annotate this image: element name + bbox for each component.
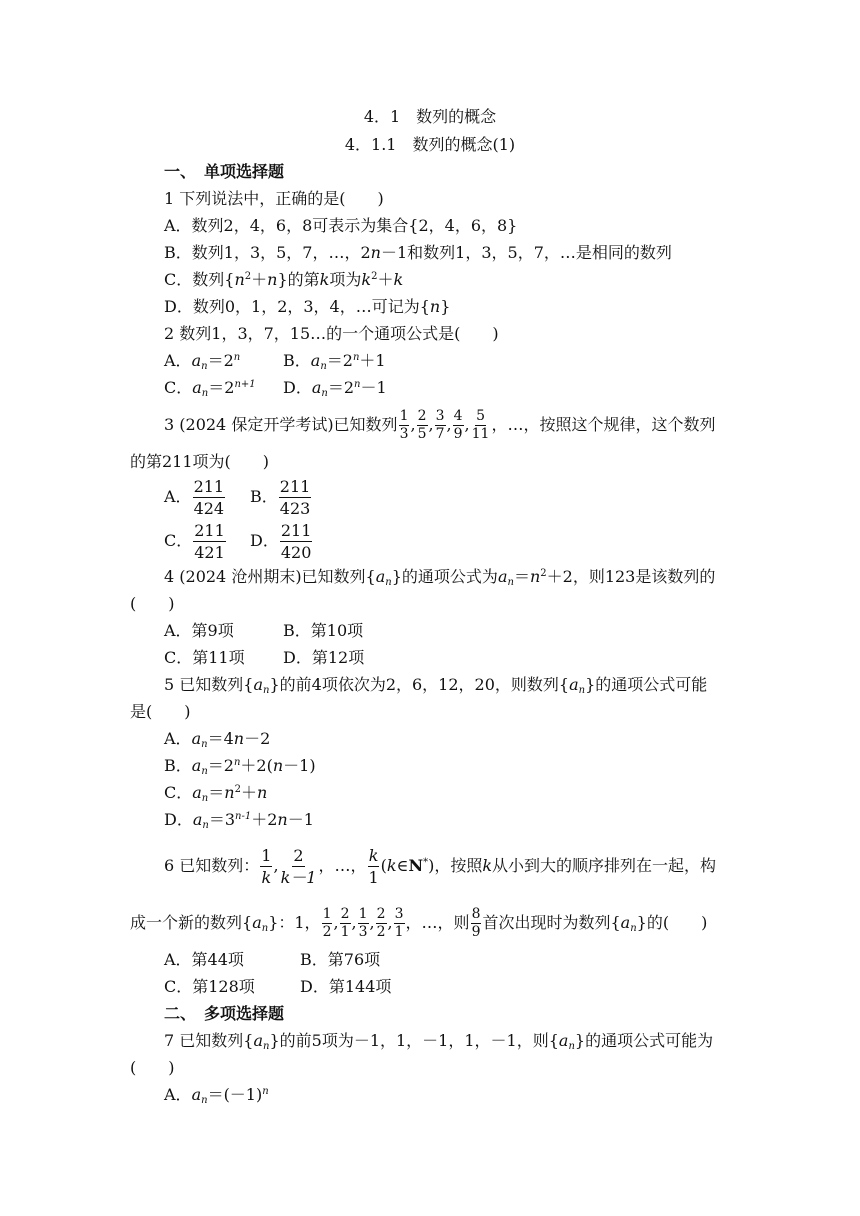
question-3-option-a: A． $\frac{211}{424}$ — [164, 477, 225, 518]
question-3-stem-line2: 的第211项为( ) — [130, 452, 270, 471]
question-5-option-a: A．$a_n=4n-2$ — [164, 729, 271, 750]
question-2-stem: 2 数列1，3，7，15…的一个通项公式是( ) — [164, 324, 499, 343]
question-6-option-c: C．第128项 — [164, 977, 255, 996]
question-6-option-d: D．第144项 — [300, 977, 392, 996]
question-4-option-b: B．第10项 — [283, 621, 364, 640]
q3-sequence: $\frac{1}{3}$ , $\frac{2}{5}$ , $\frac{3}{7}$ , $\frac{4}{9}$ , $\frac{5}{11}$ — [399, 408, 490, 442]
fraction: $\frac{4}{9}$ — [453, 408, 463, 442]
fraction: $\frac{2}{5}$ — [417, 408, 427, 442]
question-3-stem: 3 (2024 保定开学考试)已知数列 $\frac{1}{3}$ , $\frac{2}{5}$ , $\frac{3}{7}$ , $\frac{4}{9}$ , $\frac{5}{11}$ ，…，按照这个规律，这个数列 — [164, 408, 716, 442]
question-2-option-d: D．$a_n=2^n-1$ — [283, 378, 387, 399]
fraction: $\frac{5}{11}$ — [471, 408, 490, 442]
question-4-stem-line2: ( ) — [130, 594, 175, 613]
question-1-option-a: A．数列2，4，6，8可表示为集合{2，4，6，8} — [164, 216, 518, 235]
question-5-stem: 5 已知数列$\{a_n\}$的前4项依次为2，6，12，20，则数列$\{a_n\}$的通项公式可能 — [164, 675, 708, 696]
question-2-option-a: A．$a_n=2^n$ — [164, 351, 241, 372]
fraction: $\frac{1}{3}$ — [399, 408, 409, 442]
question-5-option-d: D．$a_n=3^{n-1}+2n-1$ — [164, 810, 314, 831]
fraction: $\frac{3}{7}$ — [435, 408, 445, 442]
question-1-option-d: D．数列0，1，2，3，4，…可记为{n} — [164, 297, 451, 316]
question-6-option-a: A．第44项 — [164, 950, 244, 969]
question-5-option-b: B．$a_n=2^n+2(n-1)$ — [164, 756, 316, 777]
question-2-option-b: B．$a_n=2^n+1$ — [283, 351, 386, 372]
section-heading-single-choice: 一、 单项选择题 — [164, 162, 285, 181]
question-5-option-c: C．$a_n=n^2+n$ — [164, 783, 268, 804]
question-1-stem: 1 下列说法中，正确的是( ) — [164, 189, 384, 208]
question-1-option-b: B．数列1，3，5，7，…，2n－1和数列1，3，5，7，…是相同的数列 — [164, 243, 672, 262]
question-7-stem-line2: ( ) — [130, 1058, 175, 1077]
question-6-option-b: B．第76项 — [300, 950, 381, 969]
question-7-stem: 7 已知数列$\{a_n\}$的前5项为－1，1，－1，1，－1，则$\{a_n\}$的通项公式可能为 — [164, 1031, 714, 1052]
question-7-option-a: A．$a_n=(-1)^n$ — [164, 1085, 269, 1106]
chapter-title: 4．1 数列的概念 — [363, 107, 497, 126]
section-title: 4．1.1 数列的概念(1) — [344, 135, 516, 154]
section-heading-multiple-choice: 二、 多项选择题 — [164, 1004, 285, 1023]
question-6-stem-line2: 成一个新的数列$\{a_n\}$：1， $\frac{1}{2}$ , $\frac{2}{1}$ , $\frac{1}{3}$ , $\frac{2}{2}$ , $\frac{3}{1}$ ，…，则 $\frac{8}{9}$ 首次出现时为数列$\{a_n\}$的( ) — [130, 906, 708, 940]
question-4-stem: 4 (2024 沧州期末)已知数列$\{a_n\}$的通项公式为$a_n=n^2+2$，则123是该数列的 — [164, 567, 716, 588]
question-4-option-d: D．第12项 — [283, 648, 365, 667]
question-2-option-c: C．$a_n=2^{n+1}$ — [164, 378, 256, 399]
question-3-option-d: D． $\frac{211}{420}$ — [250, 521, 312, 562]
question-4-option-c: C．第11项 — [164, 648, 245, 667]
question-5-stem-line2: 是( ) — [130, 702, 191, 721]
question-4-option-a: A．第9项 — [164, 621, 234, 640]
question-3-option-b: B． $\frac{211}{423}$ — [250, 477, 311, 518]
question-6-stem: 6 已知数列： $\frac{1}{k}$ , $\frac{2}{k-1}$ ，…， $\frac{k}{1}$ (k∈N*)，按照k从小到大的顺序排列在一起，构 — [164, 846, 717, 887]
question-1-option-c: C．数列$\{n^2+n\}$的第k项为$k^2+k$ — [164, 270, 404, 289]
question-3-option-c: C． $\frac{211}{421}$ — [164, 521, 225, 562]
